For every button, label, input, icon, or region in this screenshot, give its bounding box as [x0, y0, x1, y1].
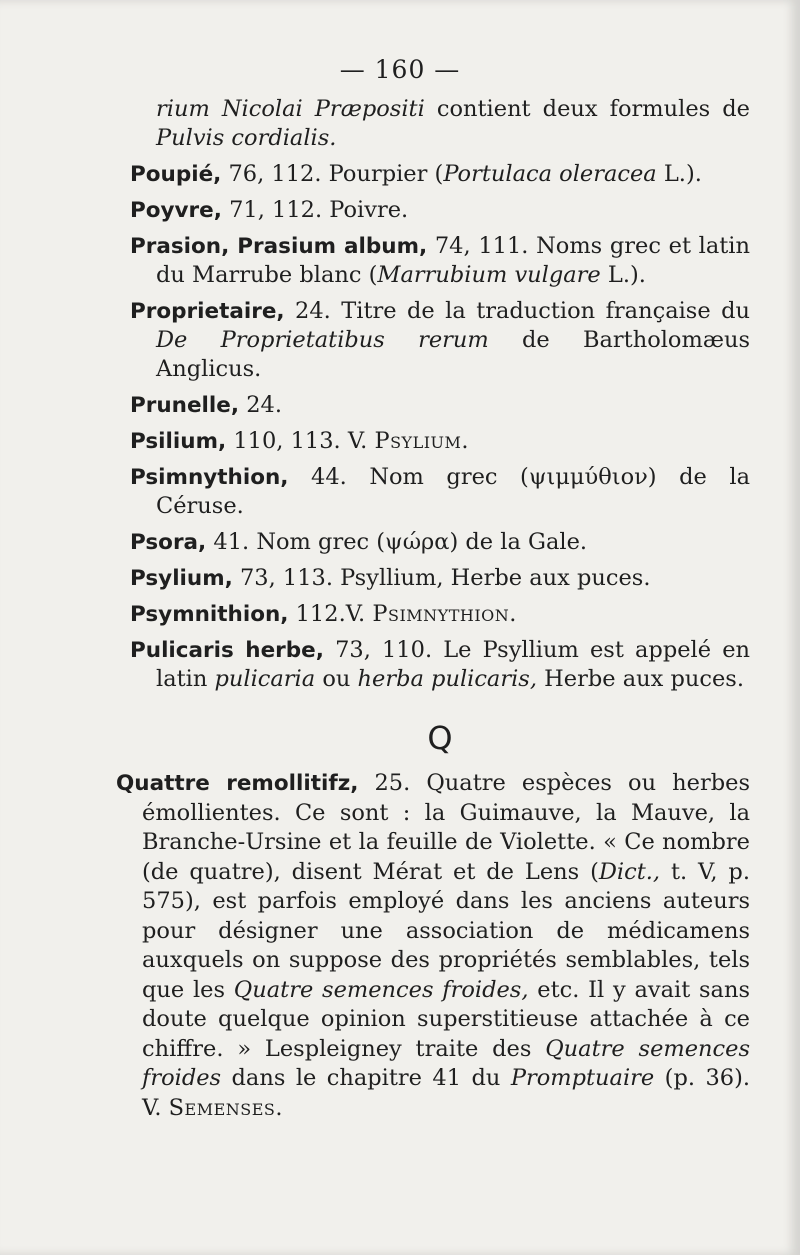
entry-psylium: [130, 564, 750, 593]
cross-reference: Psimnythion.: [372, 601, 517, 627]
entry-text: 112.V.: [288, 601, 373, 627]
page-number: — 160 —: [339, 55, 461, 84]
entry-psymnithion: [130, 600, 750, 629]
italic-text: De Proprietatibus rerum: [156, 327, 489, 353]
entry-text: 110, 113. V.: [226, 428, 375, 454]
entry-text: 24.: [239, 392, 282, 418]
entry-text: 71, 112. Poivre.: [221, 197, 409, 223]
entry-prasion: [130, 232, 750, 290]
entry-poupie: [130, 160, 750, 189]
entry-text: 44. Nom grec (ψιμμύθιον) de la Céruse.: [156, 464, 750, 519]
entry-headword: Proprietaire,: [130, 299, 285, 324]
entry-headword: Prasion, Prasium album,: [130, 234, 428, 259]
entry-text: Herbe aux puces.: [537, 666, 744, 692]
italic-text: Pulvis cordialis.: [156, 125, 337, 151]
entry-text: (p. 36). V.: [142, 1065, 750, 1121]
entry-text: de Bartholomæus Anglicus.: [156, 327, 750, 382]
italic-text: herba pulicaris,: [357, 666, 537, 692]
entry-text: 41. Nom grec (ψώρα) de la Gale.: [206, 529, 588, 555]
italic-text: rium Nicolai Præpositi: [156, 96, 425, 122]
entry-prunelle: [130, 391, 750, 420]
entry-headword: Poupié,: [130, 162, 222, 187]
italic-text: Marrubium vulgare: [377, 262, 601, 288]
entry-text: t. V, p. 575), est parfois employé dans les anciens auteurs pour désigner une association de médicamens auxquels on suppose des propriétés semblables, tels que les: [142, 858, 750, 1003]
entry-continuation: [130, 95, 750, 153]
entry-headword: Psimnythion,: [130, 465, 289, 490]
entry-text: 25. Quatre espèces ou herbes émollientes. Ce sont : la Guimauve, la Mauve, la Branche-Ursine et la feuille de Violette. « Ce nombre (de quatre), disent Mérat et de Lens (: [142, 770, 750, 885]
entry-headword: Pulicaris herbe,: [130, 638, 324, 663]
entry-text: etc. Il y avait sans doute quelque opinion superstitieuse attachée à ce chiffre. » Lespleigney traite des: [142, 976, 750, 1062]
entry-psimnythion: [130, 463, 750, 521]
italic-text: Portulaca oleracea: [443, 161, 657, 187]
entry-text: 73, 110. Le Psyllium est appelé en latin: [156, 637, 750, 692]
entry-headword: Psymnithion,: [130, 602, 289, 627]
entry-text: 73, 113. Psyllium, Herbe aux puces.: [232, 565, 651, 591]
section-letter: Q: [427, 719, 453, 757]
entry-headword: Quattre remollitifz,: [116, 771, 359, 796]
entry-headword: Poyvre,: [130, 198, 222, 223]
page-body: [116, 95, 750, 1130]
italic-text: Quatre semences froides: [142, 1035, 750, 1091]
entry-headword: Psylium,: [130, 566, 233, 591]
entry-pulicaris: [130, 636, 750, 694]
italic-text: Promptuaire: [510, 1065, 655, 1091]
italic-text: Quatre semences froides,: [233, 976, 529, 1003]
entry-text: L.).: [656, 161, 702, 187]
cross-reference: Semenses.: [168, 1094, 284, 1121]
entry-text: dans le chapitre 41 du: [221, 1065, 511, 1091]
entry-headword: Psilium,: [130, 429, 227, 454]
entry-text: 74, 111. Noms grec et latin du Marrube blanc (: [156, 233, 750, 288]
cross-reference: Psylium.: [374, 428, 470, 454]
entry-text: contient deux formules de: [424, 96, 750, 122]
italic-text: pulicaria: [214, 666, 316, 692]
entry-headword: Psora,: [130, 530, 207, 555]
entry-psora: [130, 528, 750, 557]
italic-text: Dict.,: [598, 858, 661, 885]
entry-headword: Prunelle,: [130, 393, 240, 418]
entry-quattre: [116, 769, 750, 1123]
entry-psilium: [130, 427, 750, 456]
entry-proprietaire: [130, 297, 750, 384]
entry-text: ou: [315, 666, 358, 692]
entry-text: 76, 112. Pourpier (: [221, 161, 444, 187]
entry-text: 24. Titre de la traduction française du: [284, 298, 750, 324]
entry-text: L.).: [600, 262, 646, 288]
entry-poyvre: [130, 196, 750, 225]
